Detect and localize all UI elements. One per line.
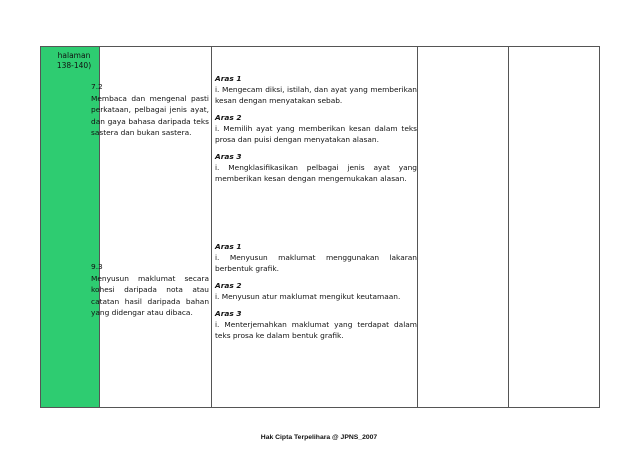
week-cell-text: halaman 138-140) — [56, 51, 92, 70]
standard-code: 9.3 — [91, 262, 103, 271]
standard-text: Membaca dan mengenal pasti perkataan, pelbagai jenis ayat, dan gaya bahasa daripada teks sastera dan bukan sastera. — [91, 93, 209, 137]
standard-9-3 — [91, 261, 209, 319]
level-description: i. Menyusun atur maklumat mengikut keutamaan. — [215, 292, 401, 301]
level-description: i. Mengecam diksi, istilah, dan ayat yang memberikan kesan dengan menyatakan sebab. — [215, 85, 417, 105]
levels-7-2 — [215, 73, 417, 184]
standard-code: 7.2 — [91, 82, 103, 91]
standard-7-2 — [91, 81, 209, 139]
column-divider — [211, 47, 212, 407]
level-description: i. Memilih ayat yang memberikan kesan dalam teks prosa dan puisi dengan menyatakan alasan. — [215, 124, 417, 144]
level-description: i. Menterjemahkan maklumat yang terdapat dalam teks prosa ke dalam bentuk grafik. — [215, 320, 417, 340]
column-divider — [417, 47, 418, 407]
level-heading: Aras 3 — [215, 309, 242, 318]
level-heading: Aras 3 — [215, 152, 242, 161]
level-description: i. Menyusun maklumat menggunakan lakaran berbentuk grafik. — [215, 253, 417, 273]
level-heading: Aras 2 — [215, 281, 242, 290]
curriculum-table — [40, 46, 600, 408]
copyright-footer: Hak Cipta Terpelihara @ JPNS_2007 — [260, 434, 378, 441]
level-description: i. Mengklasifikasikan pelbagai jenis ayat yang memberikan kesan dengan mengemukakan alasan. — [215, 163, 417, 183]
level-heading: Aras 1 — [215, 74, 242, 83]
column-divider — [508, 47, 509, 407]
standard-text: Menyusun maklumat secara kohesi daripada nota atau catatan hasil daripada bahan yang didengar atau dibaca. — [91, 273, 209, 317]
levels-9-3 — [215, 241, 417, 341]
level-heading: Aras 1 — [215, 242, 242, 251]
level-heading: Aras 2 — [215, 113, 242, 122]
